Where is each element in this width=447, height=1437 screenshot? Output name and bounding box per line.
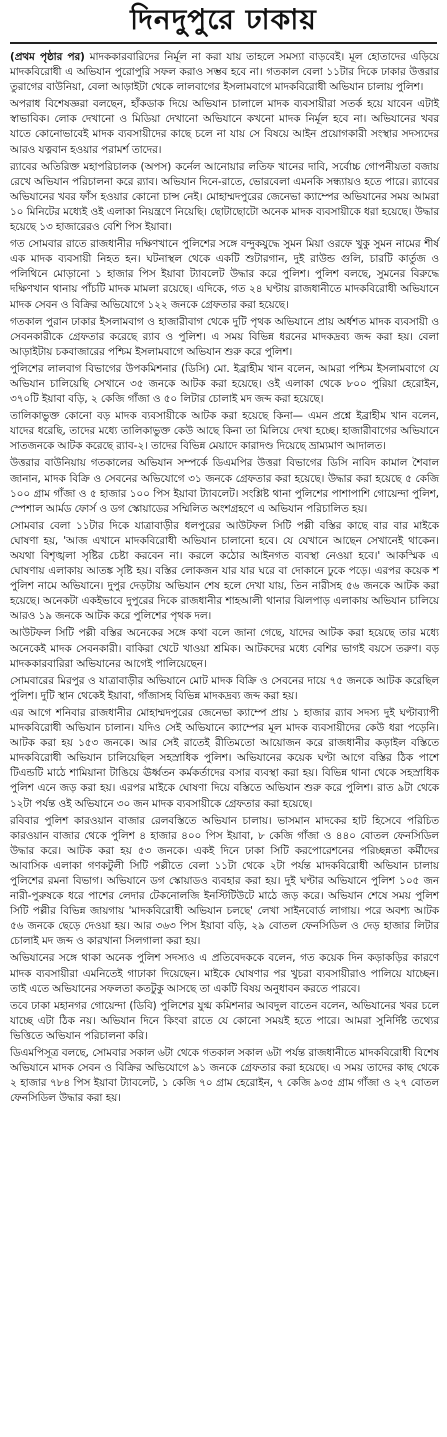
paragraph: পুলিশের লালবাগ বিভাগের উপকমিশনার (ডিসি) মো. ইব্রাহীম খান বলেন, আমরা পশ্চিম ইসলামবাগে যে অভিযান চালিয়েছি সেখানে ৩৫ জনকে আটক করা হয়েছে। ওই এলাকা থেকে ৮০০ পুরিয়া হেরোইন, ৩৭০টি ইয়াবা বড়ি, ২ কেজি গাঁজা ও ৫০ লিটার চোলাই মদ জব্দ করা হয়েছে। (10, 362, 439, 406)
paragraph: তালিকাভুক্ত কোনো বড় মাদক ব্যবসায়ীকে আটক করা হয়েছে কিনা— এমন প্রশ্নে ইব্রাহীম খান বলেন, যাদের ধরেছি, তাদের মধ্যে তালিকাভুক্ত কেউ আছে কিনা তা মিলিয়ে দেখা হচ্ছে। হাজারীবাগের অভিযানে সাতজনকে আটক করেছে র‌্যাব-২। তাদের বিভিন্ন মেয়াদে কারাদণ্ড দিয়েছে ভ্রাম্যমাণ আদালত। (10, 410, 439, 453)
paragraph-text: মাদককারবারিদের নির্মূল না করা যায় তাহলে সমস্যা বাড়বেই। মূল হোতাদের এড়িয়ে মাদকবিরোধী এ অভিযান পুরোপুরি সফল করাও সম্ভব হবে না। গতকাল বেলা ১১টার দিকে ঢাকার উত্তরার তুরাগের বাউনিয়া, বেলা আড়াইটা থেকে লালবাগের ইসলামবাগে মাদকবিরোধী অভিযান চালায় পুলিশ। (10, 51, 440, 94)
paragraph: আউটফল সিটি পল্লী বস্তির অনেকের সঙ্গে কথা বলে জানা গেছে, যাদের আটক করা হয়েছে তার মধ্যে অনেকেই মাদক সেবনকারী। বাকিরা খেটে খাওয়া শ্রমিক। আটকদের মধ্যে বেশির ভাগই বয়সে তরুণ। বড় মাদককারবারিরা অভিযানের আগেই পালিয়েছেন। (10, 627, 439, 670)
paragraph: সোমবার বেলা ১১টার দিকে যাত্রাবাড়ীর ধলপুরের আউটফল সিটি পল্লী বস্তির কাছে বার বার মাইকে ঘোষণা হয়, 'আজ এখানে মাদকবিরোধী অভিযান চালানো হবে। যে যেখানে আছেন সেখানেই থাকেন। অযথা বিশৃঙ্খলা সৃষ্টির চেষ্টা করবেন না। করলে কঠোর আইনগত ব্যবস্থা নেওয়া হবে।' আকস্মিক এ ঘোষণায় এলাকায় আতঙ্ক সৃষ্টি হয়। বস্তির লোকজন যার যার ঘরে বা দোকানে ঢুকে পড়ে। এরপর কয়েক শ পুলিশ নামে অভিযানে। দুপুর দেড়টায় অভিযান শেষ হলে দেখা যায়, তিন নারীসহ ৫৬ জনকে আটক করা হয়েছে। অনেকটা একইভাবে দুপুরের দিকে রাজধানীর শাহআলী থানার ঝিলপাড় এলাকায় অভিযান চালিয়ে আরও ১৯ জনকে আটক করে পুলিশের পৃথক দল। (10, 519, 439, 623)
paragraph: গতকাল পুরান ঢাকার ইসলামবাগ ও হাজারীবাগ থেকে দুটি পৃথক অভিযানে প্রায় অর্ধশত মাদক ব্যবসায়ী ও সেবনকারীকে গ্রেফতার করেছে র‌্যাব ও পুলিশ। এ সময় বিভিন্ন ধরনের মাদকদ্রব্য জব্দ করা হয়। বেলা আড়াইটায় চকবাজারের পশ্চিম ইসলামবাগে অভিযান শুরু করে পুলিশ। (10, 315, 439, 358)
paragraph: উত্তরার বাউনিয়ায় গতকালের অভিযান সম্পর্কে ডিএমপির উত্তরা বিভাগের ডিসি নাবিদ কামাল শৈবাল জানান, মাদক বিক্রি ও সেবনের অভিযোগে ৩১ জনকে গ্রেফতার করা হয়েছে। উদ্ধার করা হয়েছে ৫ কেজি ১০০ গ্রাম গাঁজা ও ৫ হাজার ১০০ পিস ইয়াবা ট্যাবলেট। সংশ্লিষ্ট থানা পুলিশের পাশাপাশি গোয়েন্দা পুলিশ, স্পেশাল আর্মড ফোর্স ও ডগ স্কোয়াডের সম্মিলিত অংশগ্রহণে এ অভিযান পরিচালিত হয়। (10, 457, 439, 515)
paragraph: র‌্যাবের অতিরিক্ত মহাপরিচালক (অপস) কর্নেল আনোয়ার লতিফ খানের দাবি, সর্বোচ্চ গোপনীয়তা বজায় রেখে অভিযান পরিচালনা করে র‌্যাব। অভিযান দিনে-রাতে, ভোরবেলা এমনকি সন্ধ্যায়ও হতে পারে। র‌্যাবের অভিযানের খবর ফাঁস হওয়ার কোনো চান্স নেই। মোহাম্মদপুরের জেনেভা ক্যাম্পের অভিযানের সময় আমরা ১০ মিনিটের মধ্যেই ওই এলাকা নিয়ন্ত্রণে নিয়েছি। ছোটাছোটো অনেক মাদক ব্যবসায়ীকে ধরা হয়েছে। উদ্ধার হয়েছে ১৩ হাজারেরও বেশি পিস ইয়াবা। (10, 160, 439, 234)
paragraph: তবে ঢাকা মহানগর গোয়েন্দা (ডিবি) পুলিশের যুগ্ম কমিশনার আবদুল বাতেন বলেন, অভিযানের খবর চলে যাচ্ছে এটা ঠিক নয়। অভিযান দিনে কিংবা রাতে যে কোনো সময়ই হতে পারে। আমরা সুনির্দিষ্ট তথ্যের ভিত্তিতে অভিযান পরিচালনা করি। (10, 999, 439, 1042)
paragraph: রবিবার পুলিশ কারওয়ান বাজার রেলবস্তিতে অভিযান চালায়। ভাসমান মাদকের হাট হিসেবে পরিচিত কারওয়ান বাজার থেকে পুলিশ ৪ হাজার ৪০০ পিস ইয়াবা, ৮ কেজি গাঁজা ও ৪৪০ বোতল ফেনসিডিল উদ্ধার করে। আটক করা হয় ৫৩ জনকে। একই দিনে ঢাকা সিটি করপোরেশনের পরিচ্ছন্নতা কর্মীদের আবাসিক এলাকা গণকটুলী সিটি পল্লীতে বেলা ১১টা থেকে ২টা পর্যন্ত মাদকবিরোধী অভিযান চালায় পুলিশের রমনা বিভাগ। অভিযানে ডগ স্কোয়াডও ব্যবহার করা হয়। দুই ঘণ্টার অভিযানে পুলিশ ১০৫ জন নারী-পুরুষকে ধরে পাশের লেদার টেকনোলজি ইনস্টিটিউটে মাঠে জড় করে। অভিযান শেষে সময় পুলিশ সিটি পল্লীর বিভিন্ন জায়গায় 'মাদকবিরোধী অভিযান চলছে' লেখা সাইনবোর্ড লাগায়। পরে অবশ্য আটক ৫৬ জনকে ছেড়ে দেওয়া হয়। আর ৩৬৩ পিস ইয়াবা বড়ি, ২৯ বোতল ফেনসিডিল ও দেড় হাজার লিটার চোলাই মদ জব্দ ও কারখানা সিলগালা করা হয়। (10, 814, 439, 948)
paragraph: অপরাধ বিশেষজ্ঞরা বলছেন, হাঁকডাক দিয়ে অভিযান চালালে মাদক ব্যবসায়ীরা সতর্ক হয়ে যাবেন এটাই স্বাভাবিক। লোক দেখানো ও মিডিয়া দেখানো অভিযানে কখনো মাদক নির্মূল হবে না। অভিযানের খবর যাতে কোনোভাবেই মাদক ব্যবসায়ীদের কাছে চলে না যায় সে বিষয়ে আইন প্রয়োগকারী সংস্থার সদস্যদের আরও যত্নবান হওয়ার পরামর্শ তাদের। (10, 98, 439, 156)
paragraph: ডিএমপিসূত্র বলছে, সোমবার সকাল ৬টা থেকে গতকাল সকাল ৬টা পর্যন্ত রাজধানীতে মাদকবিরোধী বিশেষ অভিযানে মাদক সেবন ও বিক্রির অভিযোগে ৯১ জনকে গ্রেফতার করা হয়েছে। এ সময় তাদের কাছ থেকে ২ হাজার ৭৮৪ পিস ইয়াবা ট্যাবলেট, ১ কেজি ৭০ গ্রাম হেরোইন, ৭ কেজি ৯৩৫ গ্রাম গাঁজা ও ২৭ বোতল ফেনসিডিল উদ্ধার করা হয়। (10, 1047, 439, 1105)
paragraph: সোমবারের মিরপুর ও যাত্রাবাড়ীর অভিযানে মোট মাদক বিক্রি ও সেবনের দায়ে ৭৫ জনকে আটক করেছিল পুলিশ। দুটি স্থান থেকেই ইয়াবা, গাঁজাসহ বিভিন্ন মাদকদ্রব্য জব্দ করা হয়। (10, 674, 439, 702)
paragraph: গত সোমবার রাতে রাজধানীর দক্ষিণখানে পুলিশের সঙ্গে বন্দুকযুদ্ধে সুমন মিয়া ওরফে খুকু সুমন নামের শীর্ষ এক মাদক ব্যবসায়ী নিহত হন। ঘটনাস্থল থেকে একটি শুটারগান, দুই রাউন্ড গুলি, চারটি কার্তুজ ও পলিথিনে মোড়ানো ১ হাজার পিস ইয়াবা ট্যাবলেট উদ্ধার করে পুলিশ। পুলিশ বলছে, সুমনের বিরুদ্ধে দক্ষিণখান থানায় পাঁচটি মাদক মামলা রয়েছে। এদিকে, গত ২৪ ঘণ্টায় রাজধানীতে মাদকবিরোধী অভিযানে মাদক সেবন ও বিক্রির অভিযোগে ১২২ জনকে গ্রেফতার করা হয়েছে। (10, 238, 439, 311)
headline: দিনদুপুরে ঢাকায় (130, 3, 317, 36)
paragraph: অভিযানের সঙ্গে থাকা অনেক পুলিশ সদস্যও এ প্রতিবেদককে বলেন, গত কয়েক দিন কড়াকড়ির কারণে মাদক ব্যবসায়ীরা এমনিতেই গাঢাকা দিয়েছেন। মাইকে ঘোষণার পর খুচরা ব্যবসায়ীরাও পালিয়ে যাচ্ছেন। তাই এতে অভিযানের সফলতা কতটুকু আসছে তা একটি বিষয় অনুধাবন করতে পারবে। (10, 952, 439, 995)
article-body (0, 50, 447, 1106)
paragraph: এর আগে শনিবার রাজধানীর মোহাম্মদপুরের জেনেভা ক্যাম্পে প্রায় ১ হাজার র‌্যাব সদস্য দুই ঘণ্টাব্যাপী মাদকবিরোধী অভিযান চালান। যদিও সেই অভিযানে ক্যাম্পের মূল মাদক ব্যবসায়ীদের কেউ ধরা পড়েনি। আটক করা হয় ১৫৩ জনকে। আর সেই রাতেই রীতিমতো আয়োজন করে রাজধানীর কড়াইল বস্তিতে মাদকবিরোধী অভিযান চালিয়েছিল সহস্রাধিক পুলিশ। অভিযানের কয়েক ঘণ্টা আগে বস্তির ঠিক পাশে টিএন্ডটি মাঠে শামিয়ানা টাঙিয়ে ঊর্ধ্বতন কর্মকর্তাদের বসার ব্যবস্থা করা হয়। বিভিন্ন থানা থেকে সহস্রাধিক পুলিশ এনে জড় করা হয়। এরপর মাইকে ঘোষণা দিয়ে বস্তিতে অভিযান শুরু করে পুলিশ। রাত ৯টা থেকে ১২টা পর্যন্ত ওই অভিযানে ৩০ জন মাদক ব্যবসায়ীকে গ্রেফতার করা হয়েছে। (10, 706, 439, 810)
paragraph (10, 50, 439, 95)
continuation-label: (প্রথম পৃষ্ঠার পর) (10, 51, 85, 63)
headline-rule (10, 42, 437, 44)
